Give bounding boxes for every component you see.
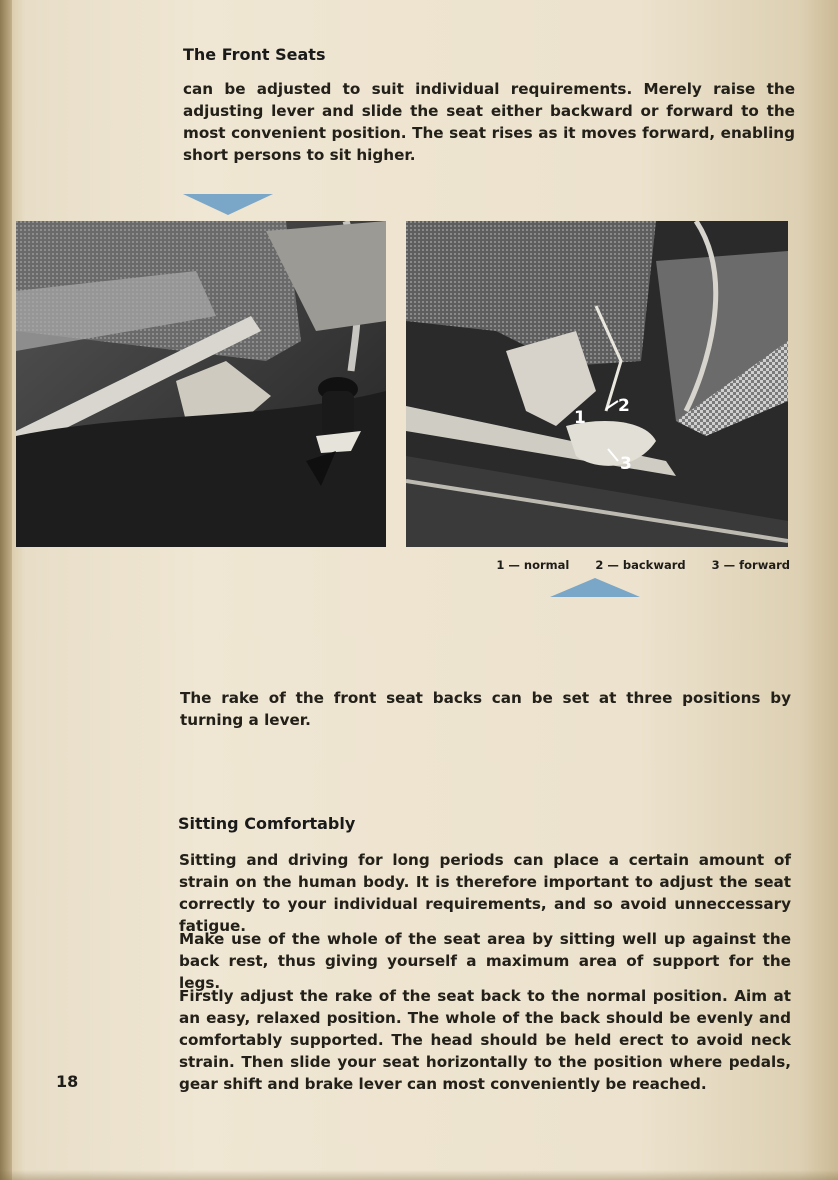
seat-back-rake-lever-photo	[406, 221, 788, 547]
front-seats-text: can be adjusted to suit individual requirements. Merely raise the adjusting lever and slide the seat either backward or forward to the most convenient position. The seat rises as it moves forward, enabling short persons to sit higher.	[183, 80, 795, 164]
page-bottom-edge	[0, 1170, 838, 1180]
marker-3-label: 3	[620, 454, 632, 474]
front-seats-heading: The Front Seats	[183, 45, 326, 64]
sitting-comfortably-heading: Sitting Comfortably	[178, 814, 356, 833]
sitting-paragraph-2: Make use of the whole of the seat area by sitting well up against the back rest, thus giving yourself a maximum area of support for the legs.	[179, 930, 791, 992]
marker-1-label: 1	[574, 408, 586, 428]
front-seat-adjusting-lever-photo	[16, 221, 386, 547]
sitting-paragraph-1: Sitting and driving for long periods can place a certain amount of strain on the human body. It is therefore important to adjust the seat correctly to your individual requirements, and so avoid unneccessary fatigue.	[179, 851, 791, 935]
marker-2-label: 2	[618, 396, 630, 416]
up-arrow-marker-icon	[550, 578, 640, 598]
page-binding-edge	[0, 0, 12, 1180]
page-number: 18	[56, 1072, 79, 1091]
rake-legend	[430, 558, 790, 572]
down-arrow-marker-icon	[183, 194, 273, 216]
legend-item-backward: 2 — backward	[595, 558, 686, 572]
legend-item-normal: 1 — normal	[496, 558, 570, 572]
rake-text: The rake of the front seat backs can be set at three positions by turning a lever.	[180, 689, 791, 729]
sitting-paragraph-3: Firstly adjust the rake of the seat back to the normal position. Aim at an easy, relaxed position. The whole of the back should be evenly and comfortably supported. The head should be held erect to avoid neck strain. Then slide your seat horizontally to the position where pedals, gear shift and brake lever can most conveniently be reached.	[179, 987, 791, 1093]
legend-item-forward: 3 — forward	[711, 558, 790, 572]
